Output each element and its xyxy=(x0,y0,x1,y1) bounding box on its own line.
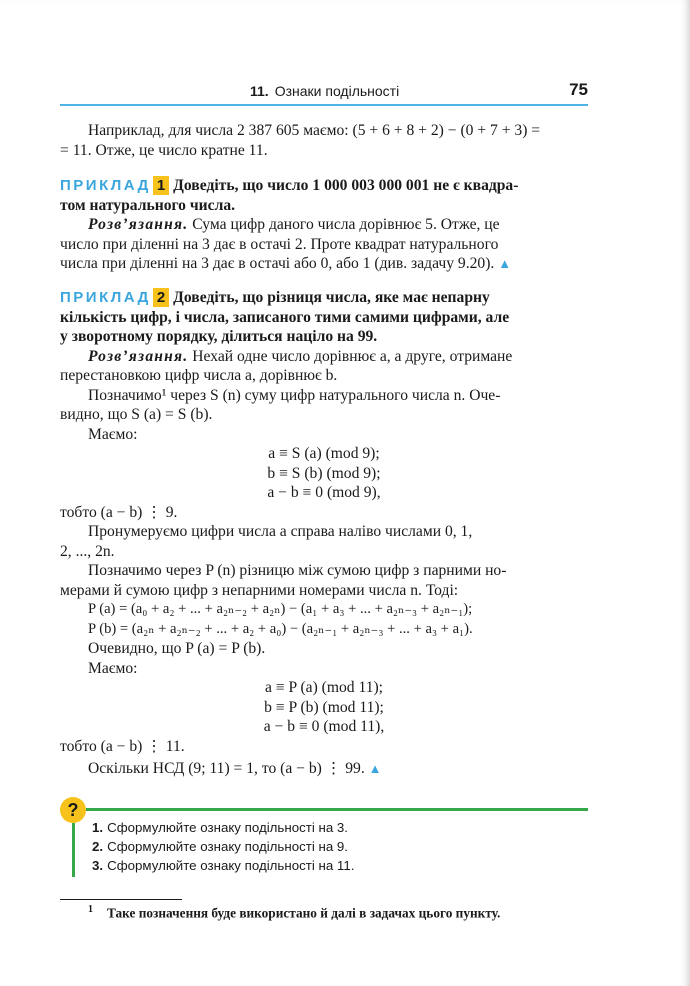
questions-divider xyxy=(86,808,588,811)
solution-label: Розв’язання. xyxy=(88,347,189,365)
list-item: 3. Сформулюйте ознаку подільності на 11. xyxy=(92,858,355,873)
formula-mod9-2: b ≡ S (b) (mod 9); xyxy=(267,464,381,482)
end-of-solution-icon: ▲ xyxy=(368,761,382,776)
formula-mod9-3: a − b ≡ 0 (mod 9), xyxy=(267,484,381,501)
example-2: ПРИКЛАД 2 Доведіть, що різниця числа, яке має непарну кількість цифр, і числа, записаного тими самими цифрами, але у зворотному порядку, ділиться націло на 99. Розв’язання. Нехай одне число дорівнює a, а друге, отримане перестановкою цифр числа a, дорівнює b. Позначимо¹ через S (n) суму цифр натурального числа n. Оче- видно, що S (a) = S (b). Маємо: a ≡ S (a) (mod 9); b ≡ S (b) (mod 9); a − b ≡ 0 (mod 9), тобто (a − b) ⋮ 9. Пронумеруємо цифри числа a справа наліво числами 0, 1, 2, ..., 2n. Позначимо через P (n) різницю між сумою цифр з парними но- мерами й сумою цифр з непарними номерами числа n. Тоді: P (a) = (a₀ + a₂ + ... + a₂ₙ₋₂ + a₂ₙ) − (a₁ + a₃ + ... + a₂ₙ₋₃ + a₂ₙ₋₁); P (b) = (a₂ₙ + a₂ₙ₋₂ + ... + a₂ + a₀) − (a₂ₙ₋₁ + a₂ₙ₋₃ + ... + a₃ + a₁). Очевидно, що P (a) = P (b). Маємо: a ≡ P (a) (mod 11); b ≡ P (b) (mod 11); a − b ≡ 0 (mod 11), тобто (a − b) ⋮ 11. Оскільки НСД (9; 11) = 1, то (a − b) ⋮ 99. ▲ xyxy=(60,288,588,779)
questions-sidebar-line xyxy=(72,823,75,877)
formula-pa: P (a) = (a₀ + a₂ + ... + a₂ₙ₋₂ + a₂ₙ) − (a₁ + a₃ + ... + a₂ₙ₋₃ + a₂ₙ₋₁); xyxy=(88,601,473,617)
example-1-label: ПРИКЛАД xyxy=(60,177,151,194)
solution-label: Розв’язання. xyxy=(88,216,189,233)
page-number: 75 xyxy=(569,80,588,99)
formula-mod9-1: a ≡ S (a) (mod 9); xyxy=(268,445,380,462)
page-header xyxy=(60,80,588,104)
example-2-number: 2 xyxy=(153,288,169,307)
review-questions xyxy=(92,818,354,875)
end-of-solution-icon: ▲ xyxy=(498,256,512,271)
example-1-number: 1 xyxy=(153,176,169,195)
list-item: 2. Сформулюйте ознаку подільності на 9. xyxy=(92,839,349,854)
intro-paragraph: Наприклад, для числа 2 387 605 маємо: (5 + 6 + 8 + 2) − (0 + 7 + 3) = = 11. Отже, це число кратне 11. xyxy=(60,122,541,159)
header-rule xyxy=(60,104,588,106)
list-item: 1. Сформулюйте ознаку подільності на 3. xyxy=(92,820,349,835)
example-2-label: ПРИКЛАД xyxy=(60,289,151,306)
question-mark-icon: ? xyxy=(60,797,86,823)
formula-mod11-1: a ≡ P (a) (mod 11); xyxy=(264,679,384,696)
footnote-rule xyxy=(60,899,182,900)
footnote: $^1$ Таке позначення буде використано й далі в задачах цього пункту. xyxy=(88,904,501,921)
formula-mod11-2: b ≡ P (b) (mod 11); xyxy=(264,698,384,716)
example-1: ПРИКЛАД 1 Доведіть, що число 1 000 003 000 001 не є квадра- том натурального числа. Розв’язання. Сума цифр даного числа дорівнює 5. Отже, це число при діленні на 3 дає в остачі 2. Проте квадрат натурального числа при діленні на 3 дає в остачі або 0, або 1 (див. задачу 9.20). ▲ xyxy=(60,177,519,272)
running-title: 11. Ознаки подільності xyxy=(250,83,400,99)
formula-mod11-3: a − b ≡ 0 (mod 11), xyxy=(263,718,385,735)
formula-pb: P (b) = (a₂ₙ + a₂ₙ₋₂ + ... + a₂ + a₀) − (a₂ₙ₋₁ + a₂ₙ₋₃ + ... + a₃ + a₁). xyxy=(88,620,473,637)
